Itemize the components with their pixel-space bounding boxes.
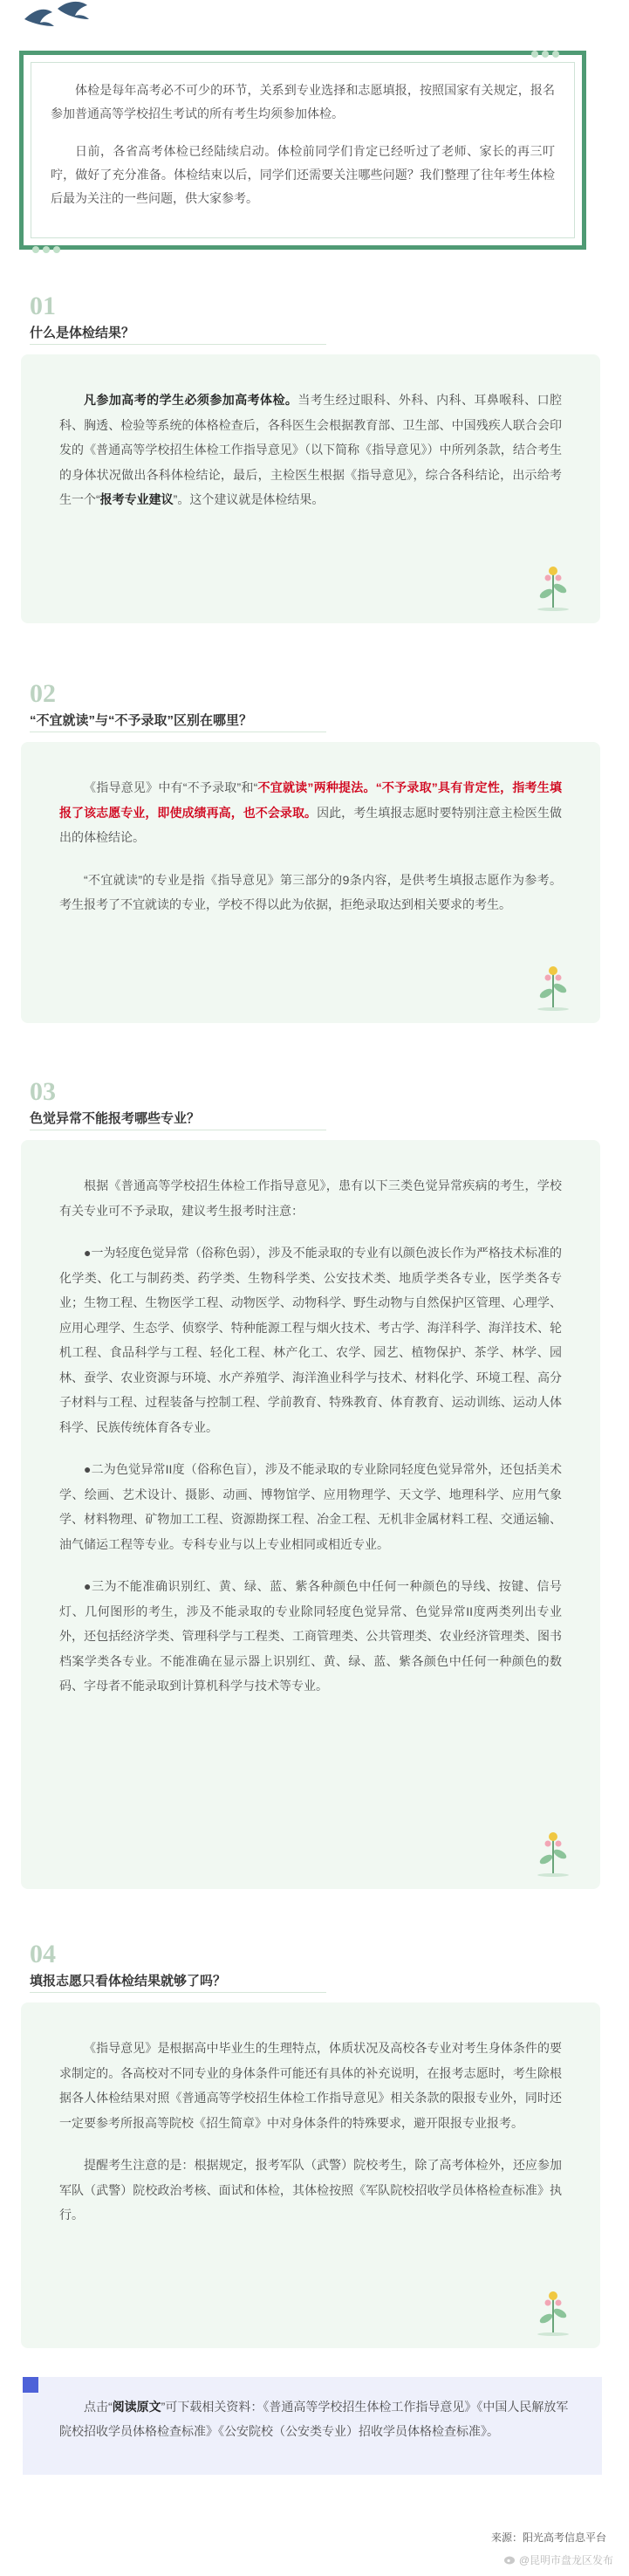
- section-card: [21, 1140, 600, 1889]
- notice-post: ”可下载相关资料：《普通高等学校招生体检工作指导意见》《中国人民解放军院校招收学员体格检查标准》《公安院校（公安类专业）招收学员体格检查标准》。: [59, 2400, 569, 2438]
- watermark-text: @昆明市盘龙区发布: [518, 2554, 613, 2566]
- section-paragraph: [59, 388, 562, 512]
- intro-paragraph: 体检是每年高考必不可少的环节，关系到专业选择和志愿填报，按照国家有关规定，报名参加普通高等学校招生考试的所有考生均须参加体检。: [51, 83, 555, 120]
- section-title: 什么是体检结果？: [30, 326, 135, 340]
- notice-text: [59, 2394, 572, 2443]
- intro-frame: [19, 51, 586, 250]
- paragraph-lead: 凡参加高考的学生必须参加高考体检。: [84, 393, 298, 407]
- source-credit: 来源：阳光高考信息平台: [490, 2531, 606, 2544]
- paragraph-tail: ”。这个建议就是体检结果。: [173, 492, 325, 506]
- section-heading: [30, 293, 571, 345]
- section-card: [21, 2002, 600, 2348]
- notice-pre: 点击“: [84, 2400, 113, 2414]
- read-original-link[interactable]: 阅读原文: [112, 2400, 161, 2414]
- paragraph-part: 《指导意见》中有“不予录取”和“: [84, 780, 258, 794]
- section-paragraph: 根据《普通高等学校招生体检工作指导意见》，患有以下三类色觉异常疾病的考生，学校有关专业可不予录取，建议考生报考时注意：: [59, 1178, 562, 1218]
- section-paragraph: 提醒考生注意的是：根据规定，报考军队（武警）院校考生，除了高考体检外，还应参加军队（武警）院校政治考核、面试和体检，其体检按照《军队院校招收学员体格检查标准》执行。: [59, 2158, 562, 2222]
- section-heading: [30, 681, 571, 732]
- section-number: 04: [30, 1940, 56, 1968]
- section-title: 色觉异常不能报考哪些专业？: [30, 1111, 201, 1126]
- paragraph-body: 当考生经过眼科、外科、内科、耳鼻喉科、口腔科、胸透、检验等系统的体格检查后，各科医生会根据教育部、卫生部、中国残疾人联合会印发的《普通高等学校招生体检工作指导意见》（以下简称《指导意见》）中所列条款，结合考生的身体状况做出各科体检结论，最后，主检医生根据《指导意见》，综合各科结论，出示给考生一个“: [59, 393, 563, 506]
- section-title: 填报志愿只看体检结果就够了吗？: [30, 1974, 227, 1989]
- section-paragraph: ●三为不能准确识别红、黄、绿、蓝、紫各种颜色中任何一种颜色的导线、按键、信号灯、几何图形的考生，涉及不能录取的专业除同轻度色觉异常、色觉异常II度两类列出专业外，还包括经济学类、管理科学与工程类、工商管理类、公共管理类、农业经济管理类、图书档案学类各专业。不能准确在显示器上识别红、黄、绿、蓝、紫各颜色中任何一种颜色的数码、字母者不能录取到计算机科学与技术等专业。: [59, 1579, 562, 1693]
- section-card: [21, 354, 600, 623]
- section-paragraph: [59, 775, 562, 850]
- decor-dots: [32, 242, 74, 254]
- paragraph-emphasis: 不宜就读”两种提法。“不予录取”具有肯定性，指考生填报了该志愿专业，即使成绩再高，也不会录取。: [59, 780, 562, 820]
- section-paragraph: ●二为色觉异常II度（俗称色盲），涉及不能录取的专业除同轻度色觉异常外，还包括美术学、绘画、艺术设计、摄影、动画、博物馆学、应用物理学、天文学、地理科学、应用气象学、材料物理、矿物加工工程、资源勘探工程、冶金工程、无机非金属材料工程、交通运输、油气储运工程等专业。专科专业与以上专业相同或相近专业。: [59, 1462, 562, 1551]
- section-heading: [30, 1941, 571, 1993]
- section-paragraph: 《指导意见》是根据高中毕业生的生理特点，体质状况及高校各专业对考生身体条件的要求制定的。各高校对不同专业的身体条件可能还有具体的补充说明，在报考志愿时，考生除根据各人体检结果对照《普通高等学校招生体检工作指导意见》相关条款的限报专业外，同时还一定要参考所报高等院校《招生简章》中对身体条件的特殊要求，避开限报专业报考。: [59, 2041, 562, 2130]
- plant-icon: [527, 2284, 579, 2336]
- section-number: 01: [30, 292, 56, 320]
- section-number: 02: [30, 679, 56, 708]
- section-card: [21, 742, 600, 1023]
- read-original-notice: [23, 2377, 602, 2475]
- decor-dots: [531, 46, 573, 58]
- paragraph-part: 因此，考生填报志愿时要特别注意主检医生做出的体检结论。: [59, 805, 563, 844]
- section-paragraph: “不宜就读”的专业是指《指导意见》第三部分的9条内容，是供考生填报志愿作为参考。考生报考了不宜就读的专业，学校不得以此为依据，拒绝录取达到相关要求的考生。: [59, 872, 562, 911]
- weibo-icon: [504, 2554, 516, 2565]
- plant-icon: [527, 1824, 579, 1877]
- swallows-icon: [0, 0, 113, 35]
- section-title: “不宜就读”与“不予录取”区别在哪里？: [30, 713, 253, 728]
- section-number: 03: [30, 1077, 56, 1106]
- paragraph-emphasis: 报考专业建议: [99, 492, 174, 506]
- plant-icon: [527, 559, 579, 611]
- section-paragraph: ●一为轻度色觉异常（俗称色弱），涉及不能录取的专业有以颜色波长作为严格技术标准的化学类、化工与制药类、药学类、生物科学类、公安技术类、地质学类各专业，医学类各专业；生物工程、生物医学工程、动物医学、动物科学、野生动物与自然保护区管理、心理学、应用心理学、生态学、侦察学、特种能源工程与烟火技术、考古学、海洋科学、海洋技术、轮机工程、食品科学与工程、轻化工程、林产化工、农学、园艺、植物保护、茶学、林学、园林、蚕学、农业资源与环境、水产养殖学、海洋渔业科学与技术、材料化学、环境工程、高分子材料与工程、过程装备与控制工程、学前教育、特殊教育、体育教育、运动训练、运动人体科学、民族传统体育各专业。: [59, 1246, 562, 1434]
- notice-corner-marker: [23, 2377, 38, 2393]
- plant-icon: [527, 958, 579, 1011]
- weibo-watermark: [504, 2552, 613, 2567]
- intro-paragraph: 日前，各省高考体检已经陆续启动。体检前同学们肯定已经听过了老师、家长的再三叮咛，做好了充分准备。体检结束以后，同学们还需要关注哪些问题？我们整理了往年考生体检后最为关注的一些问题，供大家参考。: [51, 144, 555, 205]
- section-heading: [30, 1079, 571, 1130]
